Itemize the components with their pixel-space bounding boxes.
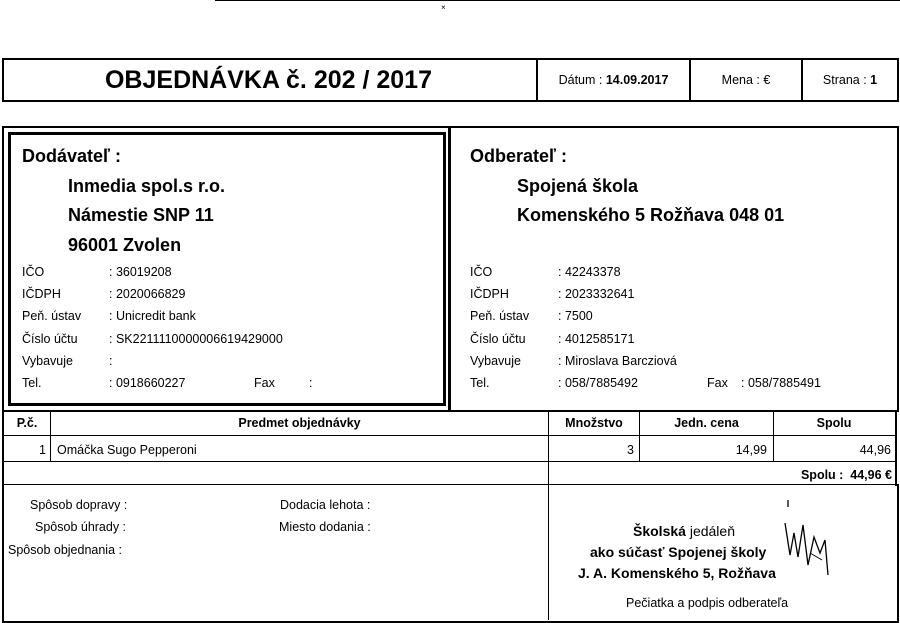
signature-caption: Pečiatka a podpis odberateľa xyxy=(626,596,789,610)
grand-total xyxy=(700,466,892,484)
table-row-rule xyxy=(2,461,897,462)
table-right-border xyxy=(895,410,897,486)
customer-contact-value: : Miroslava Barcziová xyxy=(558,354,677,368)
supplier-contact-value: : xyxy=(109,354,113,368)
supplier-ico-value: : 36019208 xyxy=(109,265,172,279)
payment-label: Spôsob úhrady : xyxy=(35,520,127,534)
customer-account-label: Číslo účtu xyxy=(470,332,526,346)
supplier-city: 96001 Zvolen xyxy=(68,235,182,255)
table-header-rule xyxy=(2,435,897,436)
customer-account-value: : 4012585171 xyxy=(558,332,635,346)
customer-address: Komenského 5 Rožňava 048 01 xyxy=(517,205,785,225)
row-total: 44,96 xyxy=(859,443,891,457)
stamp-line-1-bold: Školská xyxy=(633,523,686,539)
currency-label: Mena : xyxy=(721,73,760,87)
customer-icdph-label: IČDPH xyxy=(470,287,509,301)
supplier-street: Námestie SNP 11 xyxy=(68,205,214,225)
supplier-name: Inmedia spol.s r.o. xyxy=(68,176,226,196)
supplier-tel-value: : 0918660227 xyxy=(109,376,186,390)
supplier-contact-label: Vybavuje xyxy=(22,354,73,368)
supplier-ico-label: IČO xyxy=(22,265,45,279)
customer-tel-label: Tel. xyxy=(470,376,490,390)
page-cell xyxy=(801,60,897,100)
stamp-line-3: J. A. Komenského 5, Rožňava xyxy=(578,565,776,581)
supplier-heading: Dodávateľ : xyxy=(22,146,121,166)
signature-scribble xyxy=(770,495,840,590)
supplier-tel-label: Tel. xyxy=(22,376,42,390)
supplier-account-label: Číslo účtu xyxy=(22,332,78,346)
col-header-unit-price: Jedn. cena xyxy=(674,416,739,430)
supplier-fax-value: : xyxy=(309,376,313,390)
page-label: Strana : xyxy=(822,73,867,87)
customer-ico-label: IČO xyxy=(470,265,493,279)
customer-contact-label: Vybavuje xyxy=(470,354,521,368)
customer-fax-value: : 058/7885491 xyxy=(741,376,821,390)
parties-divider xyxy=(448,126,451,410)
customer-tel-value: : 058/7885492 xyxy=(558,376,638,390)
customer-bank-value: : 7500 xyxy=(558,309,593,323)
supplier-icdph-label: IČDPH xyxy=(22,287,61,301)
row-qty: 3 xyxy=(627,443,634,457)
customer-bank-label: Peň. ústav xyxy=(470,309,530,323)
currency-value: € xyxy=(763,73,771,87)
col-header-total: Spolu xyxy=(816,416,852,430)
stamp-line-2: ako súčasť Spojenej školy xyxy=(590,544,767,560)
delivery-term-label: Dodacia lehota : xyxy=(280,498,371,512)
col-header-no: P.č. xyxy=(16,416,38,430)
customer-heading: Odberateľ : xyxy=(470,146,567,166)
grand-total-label: Spolu : xyxy=(800,468,844,482)
scan-mark: × xyxy=(441,3,446,12)
row-unit-price: 14,99 xyxy=(735,443,767,457)
delivery-place-label: Miesto dodania : xyxy=(279,520,371,534)
transport-label: Spôsob dopravy : xyxy=(30,498,128,512)
grand-total-value: 44,96 € xyxy=(850,468,892,482)
customer-name: Spojená škola xyxy=(517,176,639,196)
row-no: 1 xyxy=(39,443,46,457)
currency-cell xyxy=(689,60,801,100)
date-label: Dátum : xyxy=(558,73,603,87)
order-title: OBJEDNÁVKA č. 202 / 2017 xyxy=(104,65,432,94)
page-value: 1 xyxy=(870,73,878,87)
date-cell xyxy=(536,60,689,100)
col-header-qty: Množstvo xyxy=(565,416,623,430)
col-header-item: Predmet objednávky xyxy=(238,416,361,430)
supplier-bank-label: Peň. ústav xyxy=(22,309,82,323)
order-method-label: Spôsob objednania : xyxy=(8,543,122,557)
stamp-line-1-rest: jedáleň xyxy=(689,523,735,539)
supplier-bank-value: : Unicredit bank xyxy=(109,309,196,323)
supplier-account-value: : SK2211110000006619429000 xyxy=(109,332,283,346)
supplier-box xyxy=(8,132,446,406)
row-item: Omáčka Sugo Pepperoni xyxy=(57,443,197,457)
date-value: 14.09.2017 xyxy=(605,73,669,87)
footer-divider xyxy=(548,486,549,620)
customer-fax-label: Fax xyxy=(707,376,728,390)
supplier-icdph-value: : 2020066829 xyxy=(109,287,186,301)
top-border-line xyxy=(215,0,900,1)
customer-icdph-value: : 2023332641 xyxy=(558,287,635,301)
supplier-fax-label: Fax xyxy=(254,376,275,390)
customer-ico-value: : 42243378 xyxy=(558,265,621,279)
stamp-line-1 xyxy=(633,523,735,539)
